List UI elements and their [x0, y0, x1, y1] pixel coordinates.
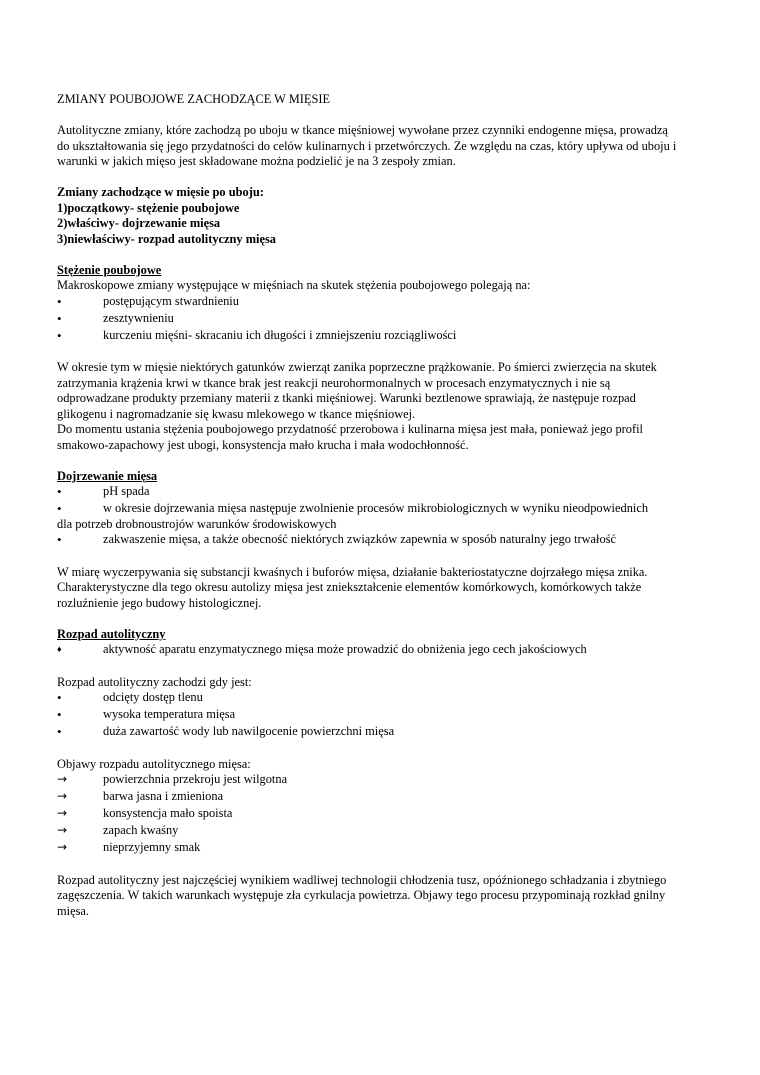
- arrow-right-icon: →: [57, 772, 68, 786]
- list-item: [57, 690, 680, 707]
- spacer: [57, 549, 680, 565]
- list-item-text: wysoka temperatura mięsa: [103, 707, 236, 721]
- list-item-text: kurczeniu mięśni- skracaniu ich długości i zmniejszeniu rozciągliwości: [103, 327, 457, 342]
- arrow-right-icon: →: [57, 806, 68, 820]
- changes-heading: Zmiany zachodzące w mięsie po uboju:: [57, 185, 264, 199]
- list-item-text: w okresie dojrzewania mięsa następuje zwolnienie procesów mikrobiologicznych w wyniku nieodpowiednich: [103, 501, 649, 515]
- bullet-icon: •: [57, 532, 62, 547]
- section1-paragraph-1: W okresie tym w mięsie niektórych gatunków zwierząt zanika poprzeczne prążkowanie. Po śmierci zwierzęcia na skutek zatrzymania krążenia krwi w tkance brak jest reakcji neurohormonalnych w procesach enzymatycznych i nie są odprowadzane produkty przemiany materii z tkanki mięśniowej. Warunki beztlenowe sprawiają, że następuje rozpad glikogenu i nagromadzanie się kwasu mlekowego w tkance mięśniowej.: [57, 360, 657, 421]
- section1-paragraph-2: Do momentu ustania stężenia poubojowego przydatność przerobowa i kulinarna mięsa jest mała, ponieważ jego profil smakowo-zapachowy jest ubogi, konsystencja mało krucha i mała wodochłonność.: [57, 422, 643, 452]
- list-item: [57, 707, 680, 724]
- spacer: [57, 108, 680, 124]
- list-item: [57, 724, 680, 741]
- list-item: [57, 294, 680, 311]
- list-item: [57, 789, 680, 806]
- list-item: [57, 823, 680, 840]
- list-item-text: nieprzyjemny smak: [103, 840, 201, 854]
- list-item-text: postępującym stwardnieniu: [103, 293, 239, 308]
- list-item: [57, 532, 680, 549]
- bullet-icon: •: [57, 293, 62, 309]
- list-item-text: barwa jasna i zmieniona: [103, 789, 224, 803]
- list-item: [57, 840, 680, 857]
- bullet-icon: •: [57, 501, 62, 516]
- bullet-icon: •: [57, 310, 62, 326]
- list-item-text: zakwaszenie mięsa, a także obecność niektórych związków zapewnia w sposób naturalny jego trwałość: [103, 532, 616, 546]
- section-heading-rozpad: Rozpad autolityczny: [57, 626, 166, 641]
- spacer: [57, 247, 680, 263]
- list-item-text: konsystencja mało spoista: [103, 806, 233, 820]
- changes-item-1: 1)początkowy- stężenie poubojowe: [57, 200, 240, 215]
- bullet-icon: •: [57, 690, 62, 705]
- spacer: [57, 659, 680, 675]
- list-item: [57, 642, 680, 659]
- list-item-text: duża zawartość wody lub nawilgocenie powierzchni mięsa: [103, 724, 395, 738]
- bullet-icon: •: [57, 484, 62, 499]
- diamond-bullet-icon: ♦: [57, 644, 62, 654]
- spacer: [57, 741, 680, 757]
- document-title: ZMIANY POUBOJOWE ZACHODZĄCE W MIĘSIE: [57, 92, 331, 106]
- arrow-right-icon: →: [57, 823, 68, 837]
- conditions-lead: Rozpad autolityczny zachodzi gdy jest:: [57, 674, 252, 689]
- list-item: [57, 501, 680, 517]
- spacer: [57, 453, 680, 469]
- spacer: [57, 857, 680, 873]
- list-item-text: zesztywnieniu: [103, 310, 174, 325]
- list-item: [57, 328, 680, 345]
- symptoms-lead: Objawy rozpadu autolitycznego mięsa:: [57, 756, 251, 771]
- list-item-continuation: dla potrzeb drobnoustrojów warunków środowiskowych: [57, 516, 337, 531]
- list-item: [57, 311, 680, 328]
- list-item: [57, 806, 680, 823]
- list-item: [57, 484, 680, 501]
- section-heading-dojrzewanie: Dojrzewanie mięsa: [57, 468, 158, 483]
- list-item-text: powierzchnia przekroju jest wilgotna: [103, 772, 288, 786]
- list-item: [57, 772, 680, 789]
- bullet-icon: •: [57, 327, 62, 343]
- bullet-icon: •: [57, 707, 62, 722]
- intro-paragraph: Autolityczne zmiany, które zachodzą po uboju w tkance mięśniowej wywołane przez czynniki endogenne mięsa, prowadzą do ukształtowania się jego przydatności do celów kulinarnych i przetwórczych. Ze względu na czas, który upływa od uboju i warunki w jakich mięso jest składowane można podzielić je na 3 zespoły zmian.: [57, 123, 677, 168]
- bullet-icon: •: [57, 724, 62, 739]
- spacer: [57, 170, 680, 186]
- list-item-text: aktywność aparatu enzymatycznego mięsa może prowadzić do obniżenia jego cech jakościowych: [103, 642, 587, 656]
- changes-item-2: 2)właściwy- dojrzewanie mięsa: [57, 216, 221, 230]
- spacer: [57, 345, 680, 361]
- list-item-text: pH spada: [103, 484, 150, 498]
- section1-lead: Makroskopowe zmiany występujące w mięśniach na skutek stężenia poubojowego polegają na:: [57, 278, 531, 292]
- spacer: [57, 611, 680, 627]
- arrow-right-icon: →: [57, 840, 68, 854]
- changes-item-3: 3)niewłaściwy- rozpad autolityczny mięsa: [57, 231, 276, 246]
- list-item-text: odcięty dostęp tlenu: [103, 690, 203, 704]
- arrow-right-icon: →: [57, 789, 68, 803]
- section2-paragraph: W miarę wyczerpywania się substancji kwaśnych i buforów mięsa, działanie bakteriostatyczne dojrzałego mięsa znika. Charakterystyczne dla tego okresu autolizy mięsa jest zniekształcenie elementów komórkowych, komórkowych także rozluźnienie jego budowy histologicznej.: [57, 564, 648, 610]
- list-item-text: zapach kwaśny: [103, 823, 179, 837]
- section-heading-stezenie: Stężenie poubojowe: [57, 262, 162, 277]
- closing-paragraph: Rozpad autolityczny jest najczęściej wynikiem wadliwej technologii chłodzenia tusz, opóźnionego schładzania i zbytniego zagęszczenia. W takich warunkach występuje zła cyrkulacja powietrza. Objawy tego procesu przypominają rozkład gnilny mięsa.: [57, 872, 667, 918]
